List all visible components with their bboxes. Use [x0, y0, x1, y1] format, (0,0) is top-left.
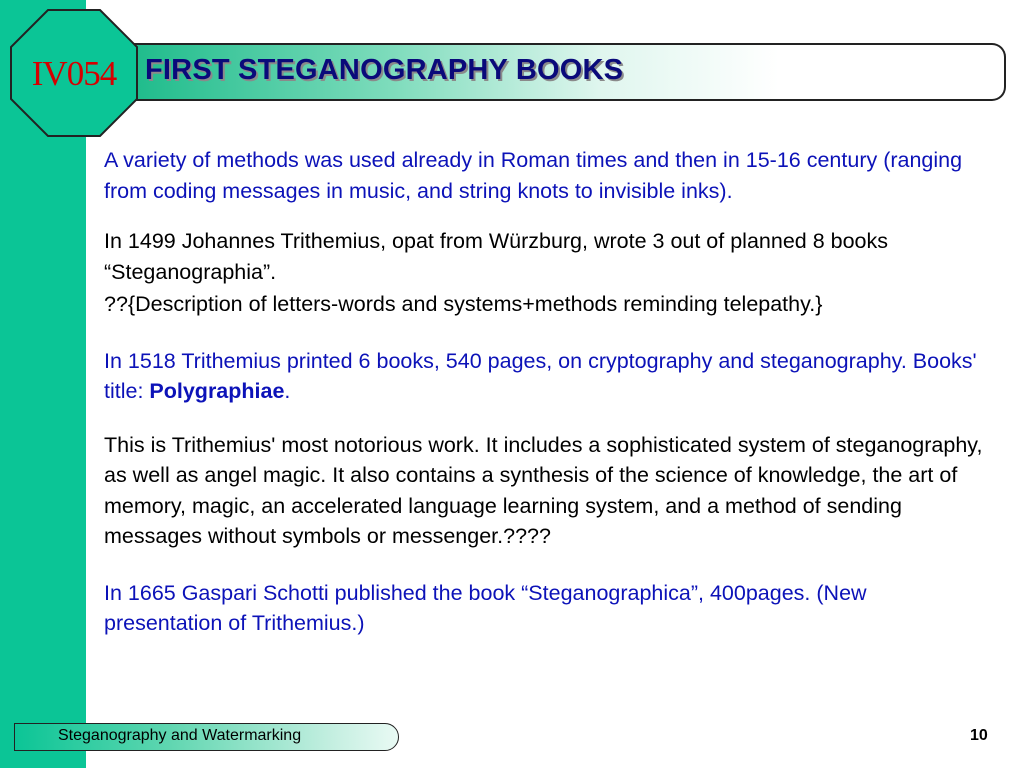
footer-course-name: Steganography and Watermarking	[58, 727, 302, 744]
paragraph-1518	[104, 346, 984, 407]
slide-body	[104, 145, 984, 639]
slide-title: FIRST STEGANOGRAPHY BOOKS	[145, 54, 624, 86]
paragraph-1499: In 1499 Johannes Trithemius, opat from Würzburg, wrote 3 out of planned 8 books “Steganographia”.	[104, 229, 889, 284]
paragraph-1518-text: In 1518 Trithemius printed 6 books, 540 pages, on cryptography and steganography. Books' title:	[104, 348, 977, 403]
paragraph-notorious-work: This is Trithemius' most notorious work. It includes a sophisticated system of steganography, as well as angel magic. It also contains a synthesis of the science of knowledge, the art of memory, magic, an accelerated language learning system, and a method of sending messages without symbols or messenger.????	[104, 432, 983, 548]
paragraph-description: ??{Description of letters-words and systems+methods reminding telepathy.}	[104, 292, 823, 316]
course-logo: IV054	[31, 54, 117, 93]
paragraph-roman-times: A variety of methods was used already in Roman times and then in 15-16 century (ranging from coding messages in music, and string knots to invisible inks).	[104, 148, 963, 203]
paragraph-1518-end: .	[284, 379, 291, 403]
paragraph-1665: In 1665 Gaspari Schotti published the book “Steganographica”, 400pages. (New presentation of Trithemius.)	[104, 580, 867, 635]
page-number: 10	[970, 727, 988, 744]
polygraphiae-title: Polygraphiae	[149, 379, 285, 403]
